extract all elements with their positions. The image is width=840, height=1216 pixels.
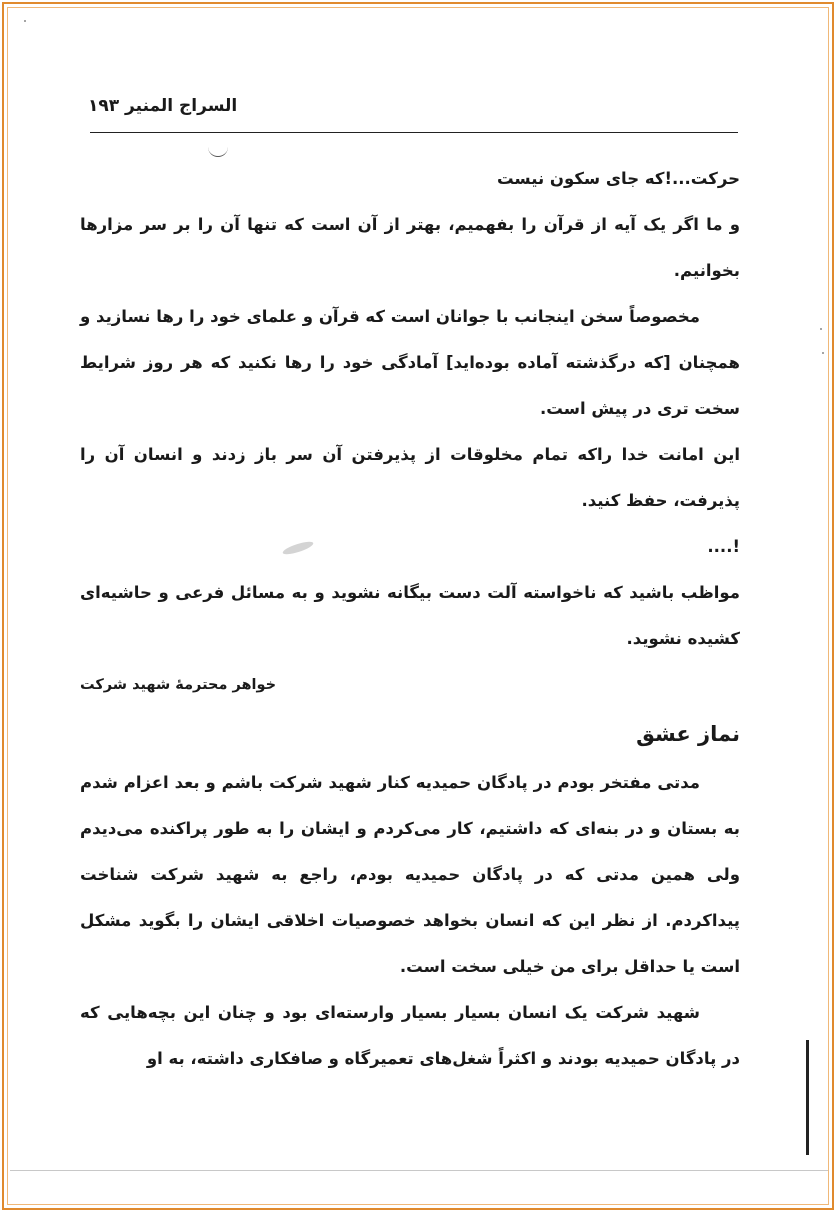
margin-scan-bar — [806, 1040, 809, 1155]
body-text — [80, 156, 740, 1082]
scan-speck — [24, 20, 26, 22]
header-rule — [90, 132, 738, 133]
paragraph: شهید شرکت یک انسان بسیار بسیار وارسته‌ای بود و چنان این بچه‌هایی که در پادگان حمیدیه بودند و اکثراً شغل‌های تعمیرگاه و صافکاری داشته، به او — [80, 1003, 740, 1068]
paragraph: این امانت خدا راکه تمام مخلوقات از پذیرفتن آن سر باز زدند و انسان آن را پذیرفت، حفظ کنید. — [80, 445, 740, 510]
paragraph: مواظب باشید که ناخواسته آلت دست بیگانه نشوید و به مسائل فرعی و حاشیه‌ای کشیده نشوید. — [80, 583, 740, 648]
running-head: السراج المنیر ۱۹۳ — [88, 96, 238, 116]
book-page — [80, 90, 740, 1068]
section-title: نماز عشق — [636, 722, 740, 746]
page-header — [80, 90, 740, 130]
scan-speck — [820, 328, 822, 330]
paragraph: !.... — [707, 537, 740, 556]
paragraph: حرکت...!که جای سکون نیست — [496, 169, 740, 188]
paragraph: مخصوصاً سخن اینجانب با جوانان است که قرآن و علمای خود را رها نسازید و همچنان [که درگذشته آماده بوده‌اید] آمادگی خود را رها نکنید که هر روز شرایط سخت تری در پیش است. — [80, 307, 740, 418]
paragraph: و ما اگر یک آیه از قرآن را بفهمیم، بهتر از آن است که تنها آن را بر سر مزارها بخوانیم. — [80, 215, 740, 280]
scan-bottom-line — [10, 1170, 828, 1171]
quote-source: خواهر محترمهٔ شهید شرکت — [80, 677, 277, 693]
paragraph: مدتی مفتخر بودم در پادگان حمیدیه کنار شهید شرکت باشم و بعد اعزام شدم به بستان و در بنه‌ای که داشتیم، کار می‌کردم و ایشان را به طور پراکنده می‌دیدم ولی همین مدتی که در پادگان حمیدیه بودم، راجع به شهید شرکت شناخت پیداکردم. از نظر این که انسان بخواهد خصوصیات اخلاقی ایشان را بگوید مشکل است یا حداقل برای من خیلی سخت است. — [80, 773, 740, 976]
scan-speck — [822, 352, 824, 354]
